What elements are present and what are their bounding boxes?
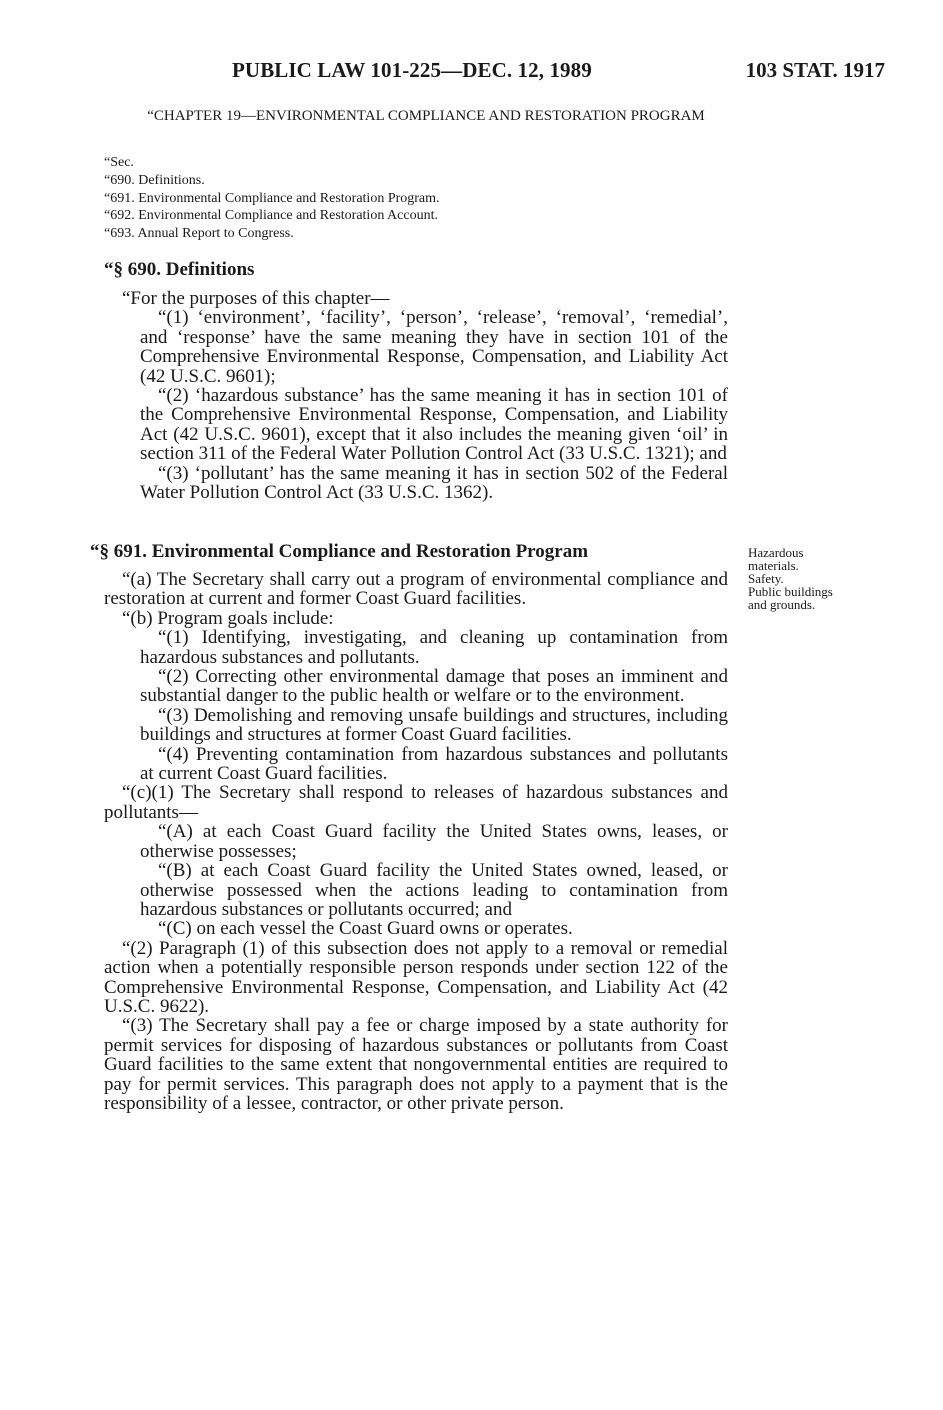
program-goal-item: “(4) Preventing contamination from hazardous substances and pollutants at current Coast Guard facilities. xyxy=(140,743,728,785)
margin-note-line: Safety. xyxy=(748,571,784,586)
running-header-title: PUBLIC LAW 101-225—DEC. 12, 1989 xyxy=(232,58,592,82)
subsection-a: “(a) The Secretary shall carry out a program of environmental compliance and restoration at current and former Coast Guard facilities. xyxy=(104,569,728,610)
program-goal-item: “(3) Demolishing and removing unsafe buildings and structures, including buildings and structures at former Coast Guard facilities. xyxy=(140,704,728,746)
running-header-stat: 103 STAT. 1917 xyxy=(745,58,885,82)
program-goal-item: “(2) Correcting other environmental damage that poses an imminent and substantial danger to the public health or welfare or to the environment. xyxy=(140,666,728,707)
toc-label: “Sec. xyxy=(104,155,134,170)
subsection-b: “(b) Program goals include: xyxy=(122,607,334,629)
section-690-intro: “For the purposes of this chapter— xyxy=(122,288,390,309)
subsection-c1-item: “(A) at each Coast Guard facility the United States owns, leases, or otherwise possesses; xyxy=(140,821,728,862)
chapter-title: “CHAPTER 19—ENVIRONMENTAL COMPLIANCE AND RESTORATION PROGRAM xyxy=(147,108,705,124)
section-691-body xyxy=(104,570,728,1113)
toc-entry: “691. Environmental Compliance and Restoration Program. xyxy=(104,190,440,206)
program-goal-item: “(1) Identifying, investigating, and cleaning up contamination from hazardous substances and pollutants. xyxy=(140,627,728,668)
subsection-c2: “(2) Paragraph (1) of this subsection does not apply to a removal or remedial action when a potentially responsible person responds under section 122 of the Comprehensive Environmental Response, Compensation, and Liability Act (42 U.S.C. 9622). xyxy=(104,937,728,1017)
margin-note-line: Hazardous xyxy=(748,545,804,560)
section-table-of-contents xyxy=(104,154,704,243)
toc-entry: “692. Environmental Compliance and Restoration Account. xyxy=(104,208,438,224)
margin-note-line: materials. xyxy=(748,558,799,573)
section-691-heading: “§ 691. Environmental Compliance and Restoration Program xyxy=(90,541,589,562)
subsection-c3: “(3) The Secretary shall pay a fee or charge imposed by a state authority for permit services for disposing of hazardous substances or pollutants from Coast Guard facilities to the same extent that nongovernmental entities are required to pay for permit services. This paragraph does not apply to a payment that is the responsibility of a lessee, contractor, or other private person. xyxy=(104,1015,728,1114)
section-690-body xyxy=(104,289,728,502)
section-690-heading: “§ 690. Definitions xyxy=(104,259,255,280)
definition-item: “(3) ‘pollutant’ has the same meaning it has in section 502 of the Federal Water Pollution Control Act (33 U.S.C. 1362). xyxy=(140,462,728,504)
definition-item: “(2) ‘hazardous substance’ has the same meaning it has in section 101 of the Comprehensive Environmental Response, Compensation, and Liability Act (42 U.S.C. 9601), except that it also includes the meaning given ‘oil’ in section 311 of the Federal Water Pollution Control Act (33 U.S.C. 1321); and xyxy=(140,385,728,465)
margin-note-line: Public buildings xyxy=(748,584,833,599)
margin-note xyxy=(748,546,888,611)
toc-entry: “690. Definitions. xyxy=(104,172,205,188)
definition-item: “(1) ‘environment’, ‘facility’, ‘person’, ‘release’, ‘removal’, ‘remedial’, and ‘response’ have the same meaning they have in section 101 of the Comprehensive Environmental Response, Compensation, and Liability Act (42 U.S.C. 9601); xyxy=(140,307,728,387)
subsection-c1: “(c)(1) The Secretary shall respond to releases of hazardous substances and pollutants— xyxy=(104,782,728,823)
margin-note-line: and grounds. xyxy=(748,597,816,612)
toc-entry: “693. Annual Report to Congress. xyxy=(104,226,294,242)
subsection-c1-item: “(C) on each vessel the Coast Guard owns or operates. xyxy=(158,918,573,940)
subsection-c1-item: “(B) at each Coast Guard facility the United States owned, leased, or otherwise possessed when the actions leading to contamination from hazardous substances or pollutants occurred; and xyxy=(140,860,728,920)
